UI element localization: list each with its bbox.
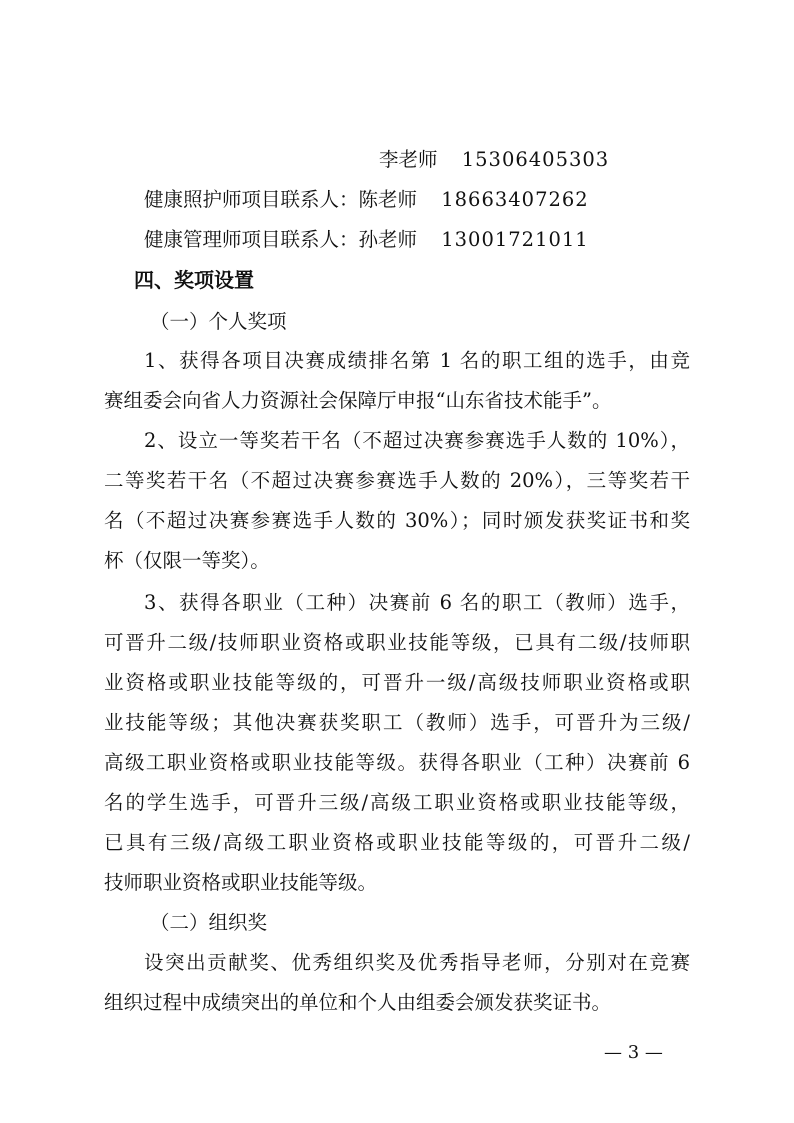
para3-line-1: 3、获得各职业（工种）决赛前 6 名的职工（教师）选手， bbox=[144, 591, 690, 614]
para3-line-6: 名的学生选手，可晋升三级/高级工职业资格或职业技能等级， bbox=[104, 791, 690, 814]
para2-line-2: 二等奖若干名（不超过决赛参赛选手人数的 20%），三等奖若干 bbox=[104, 469, 690, 492]
page-number: — 3 — bbox=[604, 1042, 663, 1063]
subheading-organization-awards: （二）组织奖 bbox=[150, 911, 268, 934]
contact-label: 健康照护师项目联系人： bbox=[144, 188, 359, 211]
para3-line-3: 业资格或职业技能等级的，可晋升一级/高级技师职业资格或职 bbox=[104, 671, 690, 694]
para1-line-2: 赛组委会向省人力资源社会保障厅申报“山东省技术能手”。 bbox=[104, 389, 612, 412]
para2-line-1: 2、设立一等奖若干名（不超过决赛参赛选手人数的 10%）， bbox=[144, 429, 690, 452]
contact-name: 孙老师 bbox=[358, 228, 418, 251]
para1-line-1: 1、获得各项目决赛成绩排名第 1 名的职工组的选手，由竞 bbox=[144, 349, 690, 372]
contact-phone: 18663407262 bbox=[441, 188, 589, 211]
contact-phone: 15306405303 bbox=[461, 148, 610, 171]
para4-line-1: 设突出贡献奖、优秀组织奖及优秀指导老师，分别对在竞赛 bbox=[144, 951, 690, 974]
contact-name: 李老师 bbox=[379, 148, 438, 171]
contact-line-2 bbox=[144, 188, 589, 212]
para3-line-4: 业技能等级；其他决赛获奖职工（教师）选手，可晋升为三级/ bbox=[104, 711, 690, 734]
contact-line-1 bbox=[379, 148, 609, 172]
para3-line-8: 技师职业资格或职业技能等级。 bbox=[104, 871, 378, 894]
para2-line-3: 名（不超过决赛参赛选手人数的 30%）；同时颁发获奖证书和奖 bbox=[104, 509, 690, 532]
section-heading-awards: 四、奖项设置 bbox=[134, 268, 254, 292]
para3-line-5: 高级工职业资格或职业技能等级。获得各职业（工种）决赛前 6 bbox=[104, 751, 690, 774]
contact-line-3 bbox=[144, 228, 589, 252]
contact-name: 陈老师 bbox=[358, 188, 418, 211]
subheading-individual-awards: （一）个人奖项 bbox=[150, 310, 287, 333]
para4-line-2: 组织过程中成绩突出的单位和个人由组委会颁发获奖证书。 bbox=[104, 991, 612, 1014]
para3-line-7: 已具有三级/高级工职业资格或职业技能等级的，可晋升二级/ bbox=[104, 831, 690, 854]
contact-phone: 13001721011 bbox=[441, 228, 589, 251]
contact-label: 健康管理师项目联系人： bbox=[144, 228, 359, 251]
para2-line-4: 杯（仅限一等奖）。 bbox=[104, 549, 270, 572]
para3-line-2: 可晋升二级/技师职业资格或职业技能等级，已具有二级/技师职 bbox=[104, 631, 690, 654]
